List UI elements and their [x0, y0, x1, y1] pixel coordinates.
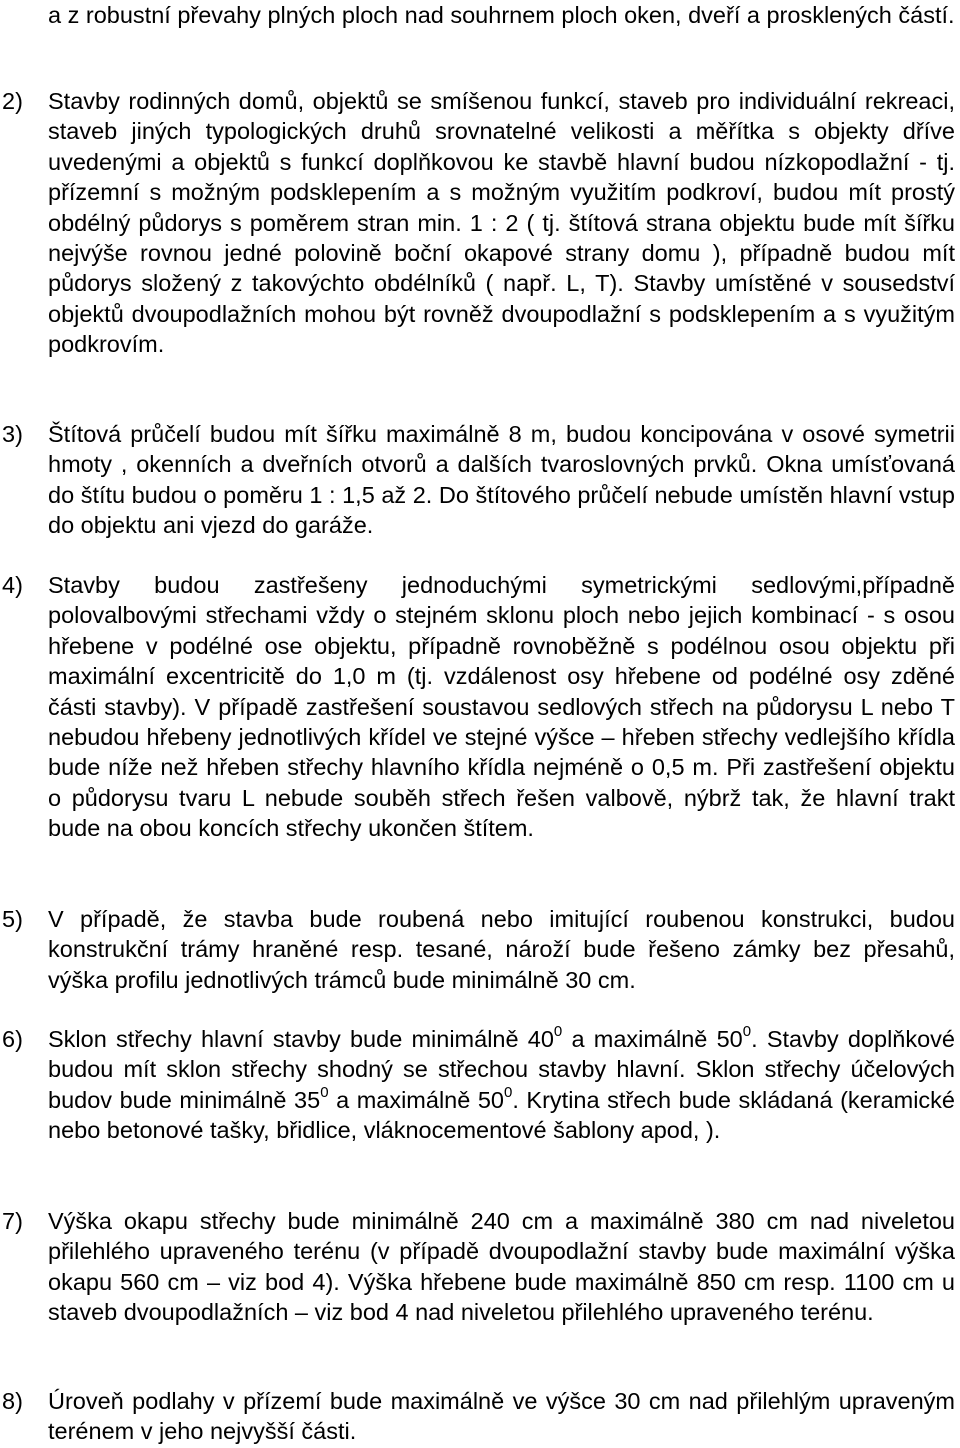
item-text: Výška okapu střechy bude minimálně 240 cm a maximálně 380 cm nad niveletou přilehlého upraveného terénu (v případě dvoupodlažní stavby bude maximální výška okapu 560 cm – viz bod 4). Výška hřebene bude maximálně 850 cm resp. 1100 cm u staveb dvoupodlažních – viz bod 4 nad niveletou přilehlého upraveného terénu. [48, 1208, 955, 1326]
item-number: 3) [2, 421, 23, 447]
item-text: Štítová průčelí budou mít šířku maximálně 8 m, budou koncipována v osové symetrii hmoty , okenních a dveřních otvorů a dalších tvaroslovných prvků. Okna umísťovaná do štítu budou o poměru 1 : 1,5 až 2. Do štítového průčelí nebude umístěn hlavní vstup do objektu ani vjezd do garáže. [48, 421, 955, 539]
list-item [0, 1206, 955, 1328]
degree-superscript: 0 [320, 1083, 329, 1101]
item-number: 7) [2, 1208, 23, 1234]
intro-paragraph: a z robustní převahy plných ploch nad souhrnem ploch oken, dveří a prosklených částí. [48, 2, 955, 28]
list-item [0, 86, 955, 360]
item-number: 6) [2, 1026, 23, 1052]
degree-superscript: 0 [504, 1083, 513, 1101]
item-text-part: Sklon střechy hlavní stavby bude minimálně 40 [48, 1026, 554, 1052]
item-text: Stavby budou zastřešeny jednoduchými symetrickými sedlovými,případně polovalbovými střechami vždy o stejném sklonu ploch nebo jejich kombinací - s osou hřebene v podélné ose objektu, případně rovnoběžně s podélnou osou objektu při maximální excentricitě do 1,0 m (tj. vzdálenost osy hřebene od podélné osy zděné části stavby). V případě zastřešení soustavou sedlových střech na půdorysu L nebo T nebudou hřebeny jednotlivých křídel ve stejné výšce – hřeben střechy vedlejšího křídla bude níže než hřeben střechy hlavního křídla nejméně o 0,5 m. Při zastřešení objektu o půdorysu tvaru L nebude souběh střech řešen valbově, nýbrž tak, že hlavní trakt bude na obou koncích střechy ukončen štítem. [48, 572, 955, 842]
degree-superscript: 0 [553, 1023, 563, 1041]
degree-superscript: 0 [742, 1023, 752, 1041]
item-text-part: a maximálně 50 [562, 1026, 743, 1052]
list-item [0, 570, 955, 844]
item-text: Stavby rodinných domů, objektů se smíšenou funkcí, staveb pro individuální rekreaci, staveb jiných typologických druhů srovnatelné velikosti a měřítka s objekty dříve uvedenými a objektů s funkcí doplňkovou ke stavbě hlavní budou nízkopodlažní - tj. přízemní s možným podsklepením a s možným využitím podkroví, budou mít prostý obdélný půdorys s poměrem stran min. 1 : 2 ( tj. štítová strana objektu bude mít šířku nejvýše rovnou jedné polovině boční okapové strany domu ), případně budou mít půdorys složený z takovýchto obdélníků ( např. L, T). Stavby umístěné v sousedství objektů dvoupodlažních mohou být rovněž dvoupodlažní s podsklepením a s využitým podkrovím. [48, 88, 955, 358]
list-item [0, 1386, 955, 1447]
list-item [0, 419, 955, 541]
item-number: 2) [2, 88, 23, 114]
item-text: V případě, že stavba bude roubená nebo imitující roubenou konstrukci, budou konstrukční trámy hraněné resp. tesané, nároží bude řešeno zámky bez přesahů, výška profilu jednotlivých trámců bude minimálně 30 cm. [48, 906, 955, 993]
item-number: 5) [2, 906, 23, 932]
item-text-part: . Krytina střech bude skládaná (keramické nebo betonové tašky, břidlice, vláknocementové šablony apod, ). [48, 1086, 955, 1144]
list-item [0, 904, 955, 995]
list-item [0, 1024, 955, 1146]
item-text-part: . Stavby doplňkové budou mít sklon střechy shodný se střechou stavby hlavní. Sklon střechy účelových budov bude minimálně 35 [48, 1026, 956, 1113]
item-text-part: a maximálně 50 [328, 1086, 504, 1113]
item-text: Úroveň podlahy v přízemí bude maximálně ve výšce 30 cm nad přilehlým upraveným terénem v jeho nejvyšší části. [48, 1388, 955, 1445]
item-number: 4) [2, 572, 23, 598]
item-number: 8) [2, 1388, 23, 1414]
item-text [48, 1024, 955, 1146]
